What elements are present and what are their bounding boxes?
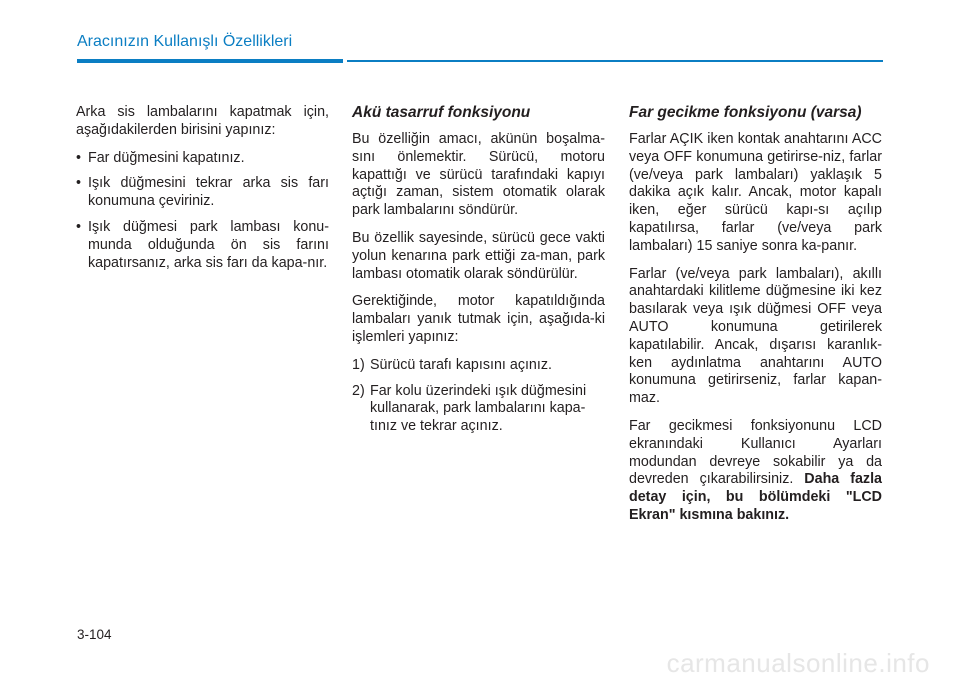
battery-saver-heading: Akü tasarruf fonksiyonu bbox=[352, 104, 531, 121]
bullet-list bbox=[76, 150, 329, 273]
paragraph: Farlar (ve/veya park lambaları), akıllı anahtardaki kilitleme düğmesine iki kez basılarak veya ışık düğmesi OFF veya AUTO konumuna getirilerek kapatılabilir. Ancak, dışarısı karanlık-ken aydınlatma anahtarını AUTO konumuna getirirseniz, farlar kapan-maz. bbox=[629, 265, 882, 407]
paragraph: Farlar AÇIK iken kontak anahtarını ACC veya OFF konumuna getirirse-niz, farlar (ve/veya park lambaları) yaklaşık 5 dakika açık kalır. Ancak, motor kapalı iken, eğer sürücü kapı-sı açılıp kapatılırsa, farlar (ve/veya park lambaları) 15 saniye sonra ka-panır. bbox=[629, 131, 882, 254]
headlight-delay-heading: Far gecikme fonksiyonu (varsa) bbox=[629, 104, 862, 121]
section-title: Aracınızın Kullanışlı Özellikleri bbox=[77, 33, 293, 50]
bullet-item: • Işık düğmesini tekrar arka sis farı konumuna çeviriniz. bbox=[76, 175, 329, 211]
column-left bbox=[76, 104, 329, 280]
header-rule-thick bbox=[77, 59, 343, 63]
watermark: carmanualsonline.info bbox=[666, 648, 930, 678]
column-middle bbox=[352, 104, 605, 444]
step-number: 1) bbox=[352, 356, 365, 373]
intro-paragraph: Arka sis lambalarını kapatmak için, aşağıdakilerden birisini yapınız: bbox=[76, 104, 329, 138]
paragraph: Bu özellik sayesinde, sürücü gece vakti yolun kenarına park ettiği za-man, park lambası otomatik olarak söndürülür. bbox=[352, 229, 605, 282]
reference-note: Daha fazla detay için, bu bölümdeki "LCD Ekran" kısmına bakınız. bbox=[629, 471, 883, 523]
step-text: Sürücü tarafı kapısını açınız. bbox=[370, 356, 552, 373]
step-list bbox=[352, 357, 605, 436]
paragraph bbox=[629, 418, 882, 525]
step-item bbox=[352, 357, 605, 375]
header-rule-thin bbox=[347, 60, 883, 62]
paragraph: Bu özelliğin amacı, akünün boşalma-sını önlemektir. Sürücü, motoru kapattığı ve sürücü tarafındaki kapıyı açtığı zaman, sistem otomatik olarak park lambalarını söndürür. bbox=[352, 131, 605, 219]
page-number: 3-104 bbox=[77, 627, 112, 642]
bullet-item: • Far düğmesini kapatınız. bbox=[76, 150, 329, 168]
step-text: Far kolu üzerindeki ışık düğmesini kullanarak, park lambalarını kapa-tınız ve tekrar açınız. bbox=[370, 382, 587, 435]
step-number: 2) bbox=[352, 382, 365, 399]
paragraph: Gerektiğinde, motor kapatıldığında lambaları yanık tutmak için, aşağıda-ki işlemleri yapınız: bbox=[352, 293, 605, 345]
column-right bbox=[629, 104, 882, 535]
step-item bbox=[352, 383, 605, 436]
bullet-item: • Işık düğmesi park lambası konu-munda olduğunda ön sis farını kapatırsanız, arka sis farı da kapa-nır. bbox=[76, 219, 329, 272]
paragraph-text: Far gecikmesi fonksiyonunu LCD ekranındaki Kullanıcı Ayarları modundan devreye sokabilir ya da devreden çıkarabilirsiniz. bbox=[629, 417, 882, 488]
